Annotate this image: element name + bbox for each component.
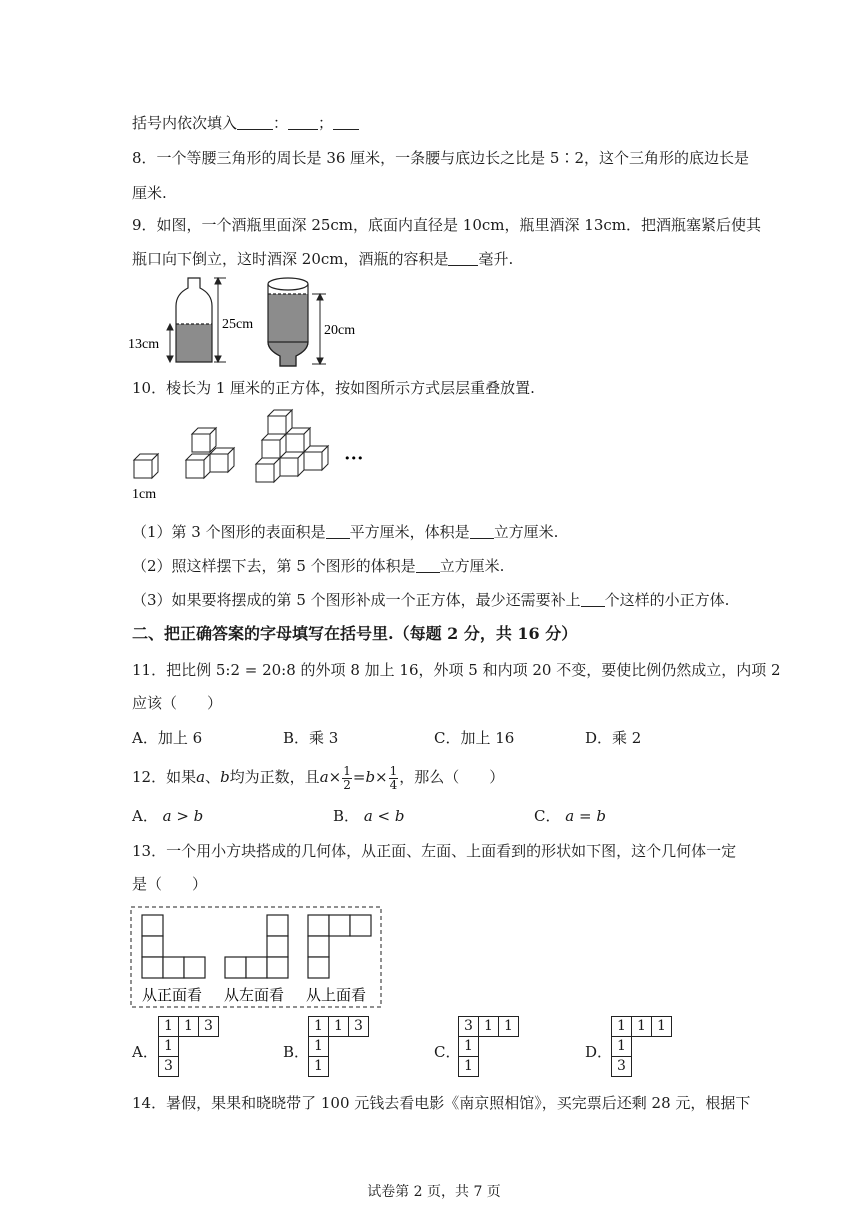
view-label-left: 从左面看 (224, 988, 285, 1004)
grid-cell: 3 (159, 1057, 179, 1077)
answer-blank[interactable] (237, 114, 273, 130)
section-heading: 二、把正确答案的字母填写在括号里.（每题 2 分，共 16 分） (132, 624, 578, 643)
answer-blank[interactable] (416, 557, 440, 573)
q13-option-d-grid (611, 1016, 672, 1077)
q12-line (132, 762, 504, 792)
ellipsis-dots: ••• (344, 452, 364, 465)
cube (268, 410, 292, 434)
view-square (142, 915, 163, 936)
q13-line2: 是（ ） (132, 875, 208, 893)
grid-cell: 1 (159, 1017, 179, 1037)
answer-blank[interactable] (581, 591, 605, 607)
grid-cell: 1 (309, 1017, 329, 1037)
option-expr: a < b (363, 807, 405, 825)
cube (280, 452, 304, 476)
grid-cell: 1 (309, 1037, 329, 1057)
q11-option-b[interactable]: B．乘 3 (283, 729, 339, 747)
q11-line2: 应该（ ） (132, 694, 223, 712)
q10-text: （3）如果要将摆成的第 5 个图形补成一个正方体，最少还需要补上 (132, 591, 581, 609)
q13-line1: 13．一个用小方块搭成的几何体，从正面、左面、上面看到的形状如下图，这个几何体一定 (132, 842, 737, 860)
cube (262, 434, 286, 458)
answer-blank[interactable] (470, 523, 494, 539)
inverted-bottle (268, 278, 308, 366)
cube (186, 454, 210, 478)
depth-13-arrow (167, 324, 173, 362)
grid-cell: 1 (179, 1017, 199, 1037)
numerator: 1 (343, 763, 351, 778)
cube (286, 428, 310, 452)
option-letter: B． (333, 807, 360, 825)
upright-bottle (176, 278, 212, 362)
grid-cell: 1 (479, 1017, 499, 1037)
view-label-top: 从上面看 (306, 988, 367, 1004)
view-square (142, 936, 163, 957)
grid-cell: 1 (159, 1037, 179, 1057)
fraction-half (342, 765, 352, 792)
grid-cell: 3 (612, 1057, 632, 1077)
q9-line1: 9．如图，一个酒瓶里面深 25cm，底面内直径是 10cm，瓶里酒深 13cm．把酒瓶塞紧后使其 (132, 216, 761, 234)
q13-option-a-grid (158, 1016, 219, 1077)
option-expr: a > b (162, 807, 204, 825)
view-square (225, 957, 246, 978)
option-letter: A． (132, 807, 158, 825)
grid-cell: 3 (199, 1017, 219, 1037)
q11-line1: 11．把比例 5:2 = 20:8 的外项 8 加上 16，外项 5 和内项 20 不变，要使比例仍然成立，内项 2 (132, 661, 781, 679)
label-20cm: 20cm (324, 323, 356, 338)
q13-option-a[interactable]: A． (132, 1043, 158, 1061)
view-square (142, 957, 163, 978)
grid-cell: 1 (459, 1037, 479, 1057)
grid-cell: 3 (459, 1017, 479, 1037)
answer-blank[interactable] (333, 114, 359, 130)
q8-line1: 8．一个等腰三角形的周长是 36 厘米，一条腰与底边长之比是 5∶2，这个三角形的底边长是 (132, 149, 750, 167)
denominator: 4 (389, 777, 398, 792)
label-1cm: 1cm (132, 487, 157, 502)
grid-cell: 3 (349, 1017, 369, 1037)
q8-line2: 厘米. (132, 184, 167, 202)
view-square (329, 915, 350, 936)
q10-part3 (132, 590, 729, 610)
q10-line1: 10．棱长为 1 厘米的正方体，按如图所示方式层层重叠放置. (132, 379, 535, 397)
q10-text: 个这样的小正方体. (604, 591, 730, 609)
intro-line (132, 113, 359, 133)
grid-cell: 1 (612, 1017, 632, 1037)
grid-cell: 1 (652, 1017, 672, 1037)
q12-option-c[interactable] (534, 806, 606, 826)
q13-option-c-grid (458, 1016, 519, 1077)
view-square (246, 957, 267, 978)
label-13cm: 13cm (128, 337, 160, 352)
var-a: a (319, 768, 329, 786)
view-square (163, 957, 184, 978)
view-square (350, 915, 371, 936)
q13-option-c[interactable]: C． (434, 1043, 461, 1061)
answer-blank[interactable] (288, 114, 318, 130)
fraction-quarter (389, 765, 399, 792)
grid-cell: 1 (612, 1037, 632, 1057)
view-square (308, 936, 329, 957)
view-square (267, 915, 288, 936)
q12-text: 、 (205, 768, 221, 786)
answer-blank[interactable] (326, 523, 350, 539)
var-a: a (196, 768, 206, 786)
option-letter: C． (534, 807, 561, 825)
q12-option-a[interactable] (132, 806, 203, 826)
q12-option-b[interactable] (333, 806, 404, 826)
grid-cell: 1 (459, 1057, 479, 1077)
denominator: 2 (343, 777, 351, 792)
q11-option-a[interactable]: A．加上 6 (132, 729, 203, 747)
q13-option-b-grid (308, 1016, 369, 1077)
grid-cell: 1 (329, 1017, 349, 1037)
q14-line1: 14．暑假，果果和晓晓带了 100 元钱去看电影《南京照相馆》，买完票后还剩 28 元，根据下 (132, 1094, 751, 1112)
equals-sign: = (352, 768, 366, 786)
q12-text: ，那么（ ） (399, 768, 505, 786)
view-square (267, 957, 288, 978)
q10-text: （1）第 3 个图形的表面积是 (132, 523, 326, 541)
grid-cell: 1 (309, 1057, 329, 1077)
q10-cube-figure (128, 406, 368, 506)
cube (304, 446, 328, 470)
grid-cell: 1 (499, 1017, 519, 1037)
q13-views-figure (130, 906, 384, 1010)
q12-text: 12．如果 (132, 768, 197, 786)
view-square (184, 957, 205, 978)
answer-blank[interactable] (448, 250, 478, 266)
q10-text: 平方厘米，体积是 (349, 523, 470, 541)
q13-option-b[interactable]: B． (283, 1043, 310, 1061)
numerator: 1 (389, 763, 398, 778)
q10-text: 立方厘米. (439, 557, 505, 575)
label-25cm: 25cm (222, 317, 254, 332)
q13-option-d[interactable]: D． (585, 1043, 613, 1061)
times-sign: × (375, 768, 388, 786)
q11-option-d[interactable]: D．乘 2 (585, 729, 642, 747)
view-label-front: 从正面看 (142, 988, 203, 1004)
q9-line2 (132, 249, 513, 269)
q9-text: 瓶口向下倒立，这时酒深 20cm，酒瓶的容积是 (132, 250, 449, 268)
q9-unit: 毫升. (478, 250, 514, 268)
cube (192, 428, 216, 452)
q10-text: （2）照这样摆下去，第 5 个图形的体积是 (132, 557, 416, 575)
var-b: b (365, 768, 376, 786)
times-sign: × (328, 768, 342, 786)
q9-bottle-figure (126, 276, 376, 370)
var-b: b (220, 768, 230, 786)
q12-text: 均为正数，且 (229, 768, 320, 786)
q11-option-c[interactable]: C．加上 16 (434, 729, 515, 747)
q10-text: 立方厘米. (493, 523, 559, 541)
cube (210, 448, 234, 472)
q10-part2 (132, 556, 504, 576)
cube (256, 458, 280, 482)
separator: ； (318, 114, 334, 132)
q10-part1 (132, 522, 558, 542)
separator: ： (273, 114, 289, 132)
view-square (308, 957, 329, 978)
page-footer: 试卷第 2 页，共 7 页 (367, 1184, 501, 1200)
view-square (308, 915, 329, 936)
grid-cell: 1 (632, 1017, 652, 1037)
view-square (267, 936, 288, 957)
option-expr: a = b (565, 807, 606, 825)
cube (134, 454, 158, 478)
intro-text: 括号内依次填入 (132, 114, 238, 132)
